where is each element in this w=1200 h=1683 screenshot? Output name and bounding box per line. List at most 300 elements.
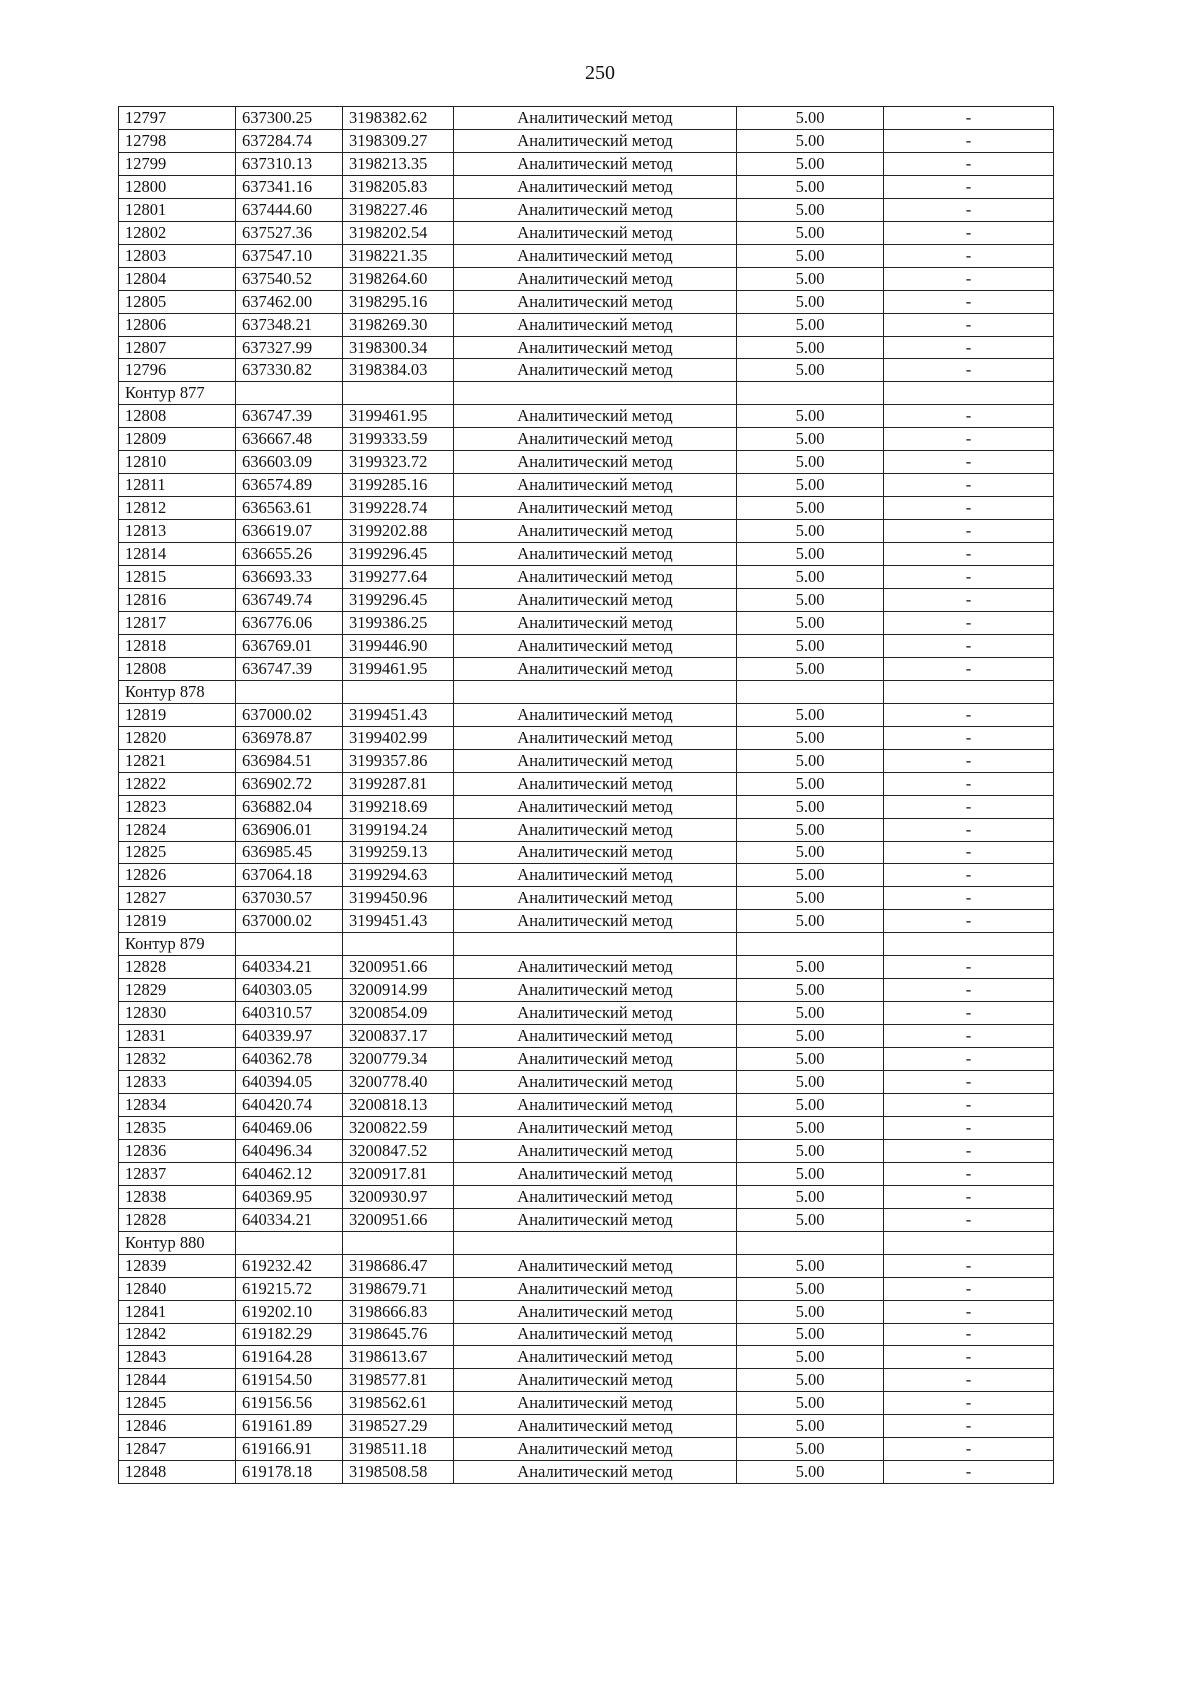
coord-x-cell: 640496.34 (236, 1139, 343, 1162)
accuracy-cell: 5.00 (737, 1346, 884, 1369)
point-number-cell: 12844 (119, 1369, 236, 1392)
coord-x-cell: 637300.25 (236, 107, 343, 130)
accuracy-cell: 5.00 (737, 1438, 884, 1461)
method-cell: Аналитический метод (454, 129, 737, 152)
accuracy-cell: 5.00 (737, 772, 884, 795)
coord-x-cell: 637330.82 (236, 359, 343, 382)
method-cell: Аналитический метод (454, 520, 737, 543)
coord-x-cell: 637348.21 (236, 313, 343, 336)
empty-cell (343, 933, 454, 956)
method-cell: Аналитический метод (454, 1323, 737, 1346)
note-cell: - (884, 175, 1054, 198)
point-number-cell: 12800 (119, 175, 236, 198)
point-number-cell: 12843 (119, 1346, 236, 1369)
note-cell: - (884, 703, 1054, 726)
note-cell: - (884, 1461, 1054, 1484)
note-cell: - (884, 726, 1054, 749)
accuracy-cell: 5.00 (737, 543, 884, 566)
table-row (119, 956, 1054, 979)
method-cell: Аналитический метод (454, 1162, 737, 1185)
point-number-cell: 12796 (119, 359, 236, 382)
coord-y-cell: 3199294.63 (343, 864, 454, 887)
coord-y-cell: 3199451.43 (343, 910, 454, 933)
coord-x-cell: 640394.05 (236, 1071, 343, 1094)
coord-y-cell: 3200818.13 (343, 1093, 454, 1116)
point-number-cell: 12804 (119, 267, 236, 290)
coord-y-cell: 3199333.59 (343, 428, 454, 451)
method-cell: Аналитический метод (454, 795, 737, 818)
empty-cell (454, 382, 737, 405)
empty-cell (454, 1231, 737, 1254)
accuracy-cell: 5.00 (737, 267, 884, 290)
point-number-cell: 12803 (119, 244, 236, 267)
table-row (119, 520, 1054, 543)
note-cell: - (884, 1025, 1054, 1048)
table-row (119, 1139, 1054, 1162)
empty-cell (343, 382, 454, 405)
coord-y-cell: 3198686.47 (343, 1254, 454, 1277)
empty-cell (737, 933, 884, 956)
contour-label: Контур 879 (119, 933, 236, 956)
method-cell: Аналитический метод (454, 1438, 737, 1461)
table-row (119, 474, 1054, 497)
point-number-cell: 12829 (119, 979, 236, 1002)
point-number-cell: 12824 (119, 818, 236, 841)
coord-y-cell: 3199287.81 (343, 772, 454, 795)
note-cell: - (884, 1071, 1054, 1094)
method-cell: Аналитический метод (454, 749, 737, 772)
table-row (119, 1300, 1054, 1323)
note-cell: - (884, 244, 1054, 267)
empty-cell (737, 1231, 884, 1254)
table-row (119, 657, 1054, 680)
point-number-cell: 12828 (119, 956, 236, 979)
point-number-cell: 12833 (119, 1071, 236, 1094)
empty-cell (236, 933, 343, 956)
point-number-cell: 12816 (119, 589, 236, 612)
point-number-cell: 12815 (119, 566, 236, 589)
method-cell: Аналитический метод (454, 841, 737, 864)
coord-x-cell: 637547.10 (236, 244, 343, 267)
accuracy-cell: 5.00 (737, 1369, 884, 1392)
accuracy-cell: 5.00 (737, 1185, 884, 1208)
point-number-cell: 12826 (119, 864, 236, 887)
coord-y-cell: 3200779.34 (343, 1048, 454, 1071)
note-cell: - (884, 657, 1054, 680)
table-row (119, 589, 1054, 612)
accuracy-cell: 5.00 (737, 405, 884, 428)
note-cell: - (884, 1185, 1054, 1208)
coord-x-cell: 619166.91 (236, 1438, 343, 1461)
coord-y-cell: 3199451.43 (343, 703, 454, 726)
point-number-cell: 12799 (119, 152, 236, 175)
table-body (119, 107, 1054, 1484)
accuracy-cell: 5.00 (737, 1323, 884, 1346)
method-cell: Аналитический метод (454, 267, 737, 290)
coord-y-cell: 3200917.81 (343, 1162, 454, 1185)
coord-y-cell: 3199323.72 (343, 451, 454, 474)
coord-y-cell: 3198562.61 (343, 1392, 454, 1415)
method-cell: Аналитический метод (454, 1254, 737, 1277)
method-cell: Аналитический метод (454, 497, 737, 520)
table-row (119, 428, 1054, 451)
accuracy-cell: 5.00 (737, 634, 884, 657)
accuracy-cell: 5.00 (737, 336, 884, 359)
table-row (119, 221, 1054, 244)
note-cell: - (884, 1002, 1054, 1025)
coord-x-cell: 637000.02 (236, 910, 343, 933)
point-number-cell: 12819 (119, 910, 236, 933)
note-cell: - (884, 887, 1054, 910)
note-cell: - (884, 1139, 1054, 1162)
note-cell: - (884, 566, 1054, 589)
accuracy-cell: 5.00 (737, 566, 884, 589)
point-number-cell: 12835 (119, 1116, 236, 1139)
point-number-cell: 12841 (119, 1300, 236, 1323)
coord-y-cell: 3200854.09 (343, 1002, 454, 1025)
point-number-cell: 12798 (119, 129, 236, 152)
note-cell: - (884, 772, 1054, 795)
page-number: 250 (585, 62, 615, 84)
note-cell: - (884, 979, 1054, 1002)
note-cell: - (884, 1369, 1054, 1392)
accuracy-cell: 5.00 (737, 1048, 884, 1071)
accuracy-cell: 5.00 (737, 795, 884, 818)
accuracy-cell: 5.00 (737, 657, 884, 680)
coord-x-cell: 637310.13 (236, 152, 343, 175)
coord-x-cell: 636769.01 (236, 634, 343, 657)
method-cell: Аналитический метод (454, 1116, 737, 1139)
empty-cell (884, 933, 1054, 956)
method-cell: Аналитический метод (454, 1185, 737, 1208)
method-cell: Аналитический метод (454, 198, 737, 221)
coord-x-cell: 619156.56 (236, 1392, 343, 1415)
method-cell: Аналитический метод (454, 290, 737, 313)
coord-x-cell: 619182.29 (236, 1323, 343, 1346)
empty-cell (454, 680, 737, 703)
coord-x-cell: 636693.33 (236, 566, 343, 589)
point-number-cell: 12805 (119, 290, 236, 313)
coord-x-cell: 636984.51 (236, 749, 343, 772)
note-cell: - (884, 428, 1054, 451)
table-row (119, 107, 1054, 130)
coord-y-cell: 3198511.18 (343, 1438, 454, 1461)
coord-y-cell: 3198613.67 (343, 1346, 454, 1369)
table-row (119, 1185, 1054, 1208)
method-cell: Аналитический метод (454, 175, 737, 198)
note-cell: - (884, 1254, 1054, 1277)
coord-x-cell: 637000.02 (236, 703, 343, 726)
coord-y-cell: 3200778.40 (343, 1071, 454, 1094)
method-cell: Аналитический метод (454, 221, 737, 244)
coord-y-cell: 3198666.83 (343, 1300, 454, 1323)
accuracy-cell: 5.00 (737, 887, 884, 910)
table-row (119, 703, 1054, 726)
method-cell: Аналитический метод (454, 589, 737, 612)
note-cell: - (884, 1346, 1054, 1369)
coord-x-cell: 640469.06 (236, 1116, 343, 1139)
table-row (119, 1162, 1054, 1185)
coord-y-cell: 3198205.83 (343, 175, 454, 198)
accuracy-cell: 5.00 (737, 1392, 884, 1415)
method-cell: Аналитический метод (454, 1025, 737, 1048)
accuracy-cell: 5.00 (737, 1093, 884, 1116)
table-row (119, 1461, 1054, 1484)
coord-x-cell: 619154.50 (236, 1369, 343, 1392)
method-cell: Аналитический метод (454, 244, 737, 267)
contour-header-row (119, 933, 1054, 956)
coord-x-cell: 619164.28 (236, 1346, 343, 1369)
method-cell: Аналитический метод (454, 474, 737, 497)
coord-y-cell: 3198221.35 (343, 244, 454, 267)
method-cell: Аналитический метод (454, 1415, 737, 1438)
coord-x-cell: 637444.60 (236, 198, 343, 221)
note-cell: - (884, 611, 1054, 634)
accuracy-cell: 5.00 (737, 1002, 884, 1025)
table-row (119, 566, 1054, 589)
note-cell: - (884, 267, 1054, 290)
accuracy-cell: 5.00 (737, 979, 884, 1002)
method-cell: Аналитический метод (454, 887, 737, 910)
coord-y-cell: 3198384.03 (343, 359, 454, 382)
coord-y-cell: 3198213.35 (343, 152, 454, 175)
note-cell: - (884, 107, 1054, 130)
empty-cell (343, 680, 454, 703)
table-row (119, 841, 1054, 864)
empty-cell (737, 382, 884, 405)
point-number-cell: 12839 (119, 1254, 236, 1277)
method-cell: Аналитический метод (454, 910, 737, 933)
point-number-cell: 12848 (119, 1461, 236, 1484)
contour-header-row (119, 680, 1054, 703)
table-row (119, 1323, 1054, 1346)
table-row (119, 1048, 1054, 1071)
method-cell: Аналитический метод (454, 1002, 737, 1025)
empty-cell (236, 680, 343, 703)
contour-header-row (119, 382, 1054, 405)
accuracy-cell: 5.00 (737, 428, 884, 451)
method-cell: Аналитический метод (454, 726, 737, 749)
table-row (119, 290, 1054, 313)
note-cell: - (884, 221, 1054, 244)
point-number-cell: 12827 (119, 887, 236, 910)
method-cell: Аналитический метод (454, 1048, 737, 1071)
point-number-cell: 12832 (119, 1048, 236, 1071)
note-cell: - (884, 543, 1054, 566)
coord-x-cell: 636574.89 (236, 474, 343, 497)
coord-x-cell: 636747.39 (236, 657, 343, 680)
method-cell: Аналитический метод (454, 657, 737, 680)
table-row (119, 1277, 1054, 1300)
table-row (119, 1392, 1054, 1415)
accuracy-cell: 5.00 (737, 1162, 884, 1185)
accuracy-cell: 5.00 (737, 129, 884, 152)
method-cell: Аналитический метод (454, 1139, 737, 1162)
accuracy-cell: 5.00 (737, 313, 884, 336)
coord-y-cell: 3199228.74 (343, 497, 454, 520)
point-number-cell: 12808 (119, 405, 236, 428)
coord-x-cell: 619232.42 (236, 1254, 343, 1277)
coord-y-cell: 3199402.99 (343, 726, 454, 749)
coord-y-cell: 3199450.96 (343, 887, 454, 910)
method-cell: Аналитический метод (454, 1346, 737, 1369)
coord-y-cell: 3200951.66 (343, 956, 454, 979)
method-cell: Аналитический метод (454, 152, 737, 175)
point-number-cell: 12813 (119, 520, 236, 543)
coord-y-cell: 3198645.76 (343, 1323, 454, 1346)
coord-y-cell: 3199446.90 (343, 634, 454, 657)
point-number-cell: 12809 (119, 428, 236, 451)
coord-x-cell: 640369.95 (236, 1185, 343, 1208)
point-number-cell: 12821 (119, 749, 236, 772)
table-row (119, 887, 1054, 910)
table-row (119, 152, 1054, 175)
method-cell: Аналитический метод (454, 1369, 737, 1392)
table-row (119, 267, 1054, 290)
contour-label: Контур 877 (119, 382, 236, 405)
point-number-cell: 12847 (119, 1438, 236, 1461)
accuracy-cell: 5.00 (737, 1025, 884, 1048)
coord-x-cell: 640303.05 (236, 979, 343, 1002)
coord-x-cell: 636776.06 (236, 611, 343, 634)
table-row (119, 864, 1054, 887)
coord-x-cell: 619202.10 (236, 1300, 343, 1323)
empty-cell (737, 680, 884, 703)
coord-x-cell: 636667.48 (236, 428, 343, 451)
table-row (119, 818, 1054, 841)
point-number-cell: 12831 (119, 1025, 236, 1048)
accuracy-cell: 5.00 (737, 864, 884, 887)
note-cell: - (884, 313, 1054, 336)
note-cell: - (884, 497, 1054, 520)
method-cell: Аналитический метод (454, 1277, 737, 1300)
point-number-cell: 12801 (119, 198, 236, 221)
coord-x-cell: 636603.09 (236, 451, 343, 474)
note-cell: - (884, 1048, 1054, 1071)
table-row (119, 795, 1054, 818)
table-row (119, 1254, 1054, 1277)
method-cell: Аналитический метод (454, 107, 737, 130)
empty-cell (236, 382, 343, 405)
note-cell: - (884, 520, 1054, 543)
accuracy-cell: 5.00 (737, 497, 884, 520)
point-number-cell: 12838 (119, 1185, 236, 1208)
point-number-cell: 12820 (119, 726, 236, 749)
coord-y-cell: 3198264.60 (343, 267, 454, 290)
coord-x-cell: 636882.04 (236, 795, 343, 818)
accuracy-cell: 5.00 (737, 175, 884, 198)
point-number-cell: 12802 (119, 221, 236, 244)
note-cell: - (884, 129, 1054, 152)
note-cell: - (884, 336, 1054, 359)
note-cell: - (884, 864, 1054, 887)
empty-cell (884, 382, 1054, 405)
point-number-cell: 12812 (119, 497, 236, 520)
note-cell: - (884, 198, 1054, 221)
table-row (119, 1093, 1054, 1116)
accuracy-cell: 5.00 (737, 152, 884, 175)
accuracy-cell: 5.00 (737, 1208, 884, 1231)
contour-header-row (119, 1231, 1054, 1254)
note-cell: - (884, 359, 1054, 382)
table-row (119, 497, 1054, 520)
accuracy-cell: 5.00 (737, 244, 884, 267)
table-row (119, 1116, 1054, 1139)
point-number-cell: 12825 (119, 841, 236, 864)
table-row (119, 1025, 1054, 1048)
method-cell: Аналитический метод (454, 1208, 737, 1231)
coord-y-cell: 3200951.66 (343, 1208, 454, 1231)
coord-x-cell: 636747.39 (236, 405, 343, 428)
accuracy-cell: 5.00 (737, 474, 884, 497)
table-row (119, 1438, 1054, 1461)
coord-y-cell: 3199259.13 (343, 841, 454, 864)
point-number-cell: 12834 (119, 1093, 236, 1116)
accuracy-cell: 5.00 (737, 841, 884, 864)
point-number-cell: 12830 (119, 1002, 236, 1025)
accuracy-cell: 5.00 (737, 1277, 884, 1300)
note-cell: - (884, 1392, 1054, 1415)
coord-y-cell: 3199277.64 (343, 566, 454, 589)
point-number-cell: 12842 (119, 1323, 236, 1346)
coord-x-cell: 640420.74 (236, 1093, 343, 1116)
coord-x-cell: 636563.61 (236, 497, 343, 520)
table-row (119, 910, 1054, 933)
coord-x-cell: 640334.21 (236, 1208, 343, 1231)
coord-x-cell: 637030.57 (236, 887, 343, 910)
point-number-cell: 12814 (119, 543, 236, 566)
note-cell: - (884, 589, 1054, 612)
method-cell: Аналитический метод (454, 336, 737, 359)
method-cell: Аналитический метод (454, 1071, 737, 1094)
note-cell: - (884, 152, 1054, 175)
method-cell: Аналитический метод (454, 1300, 737, 1323)
accuracy-cell: 5.00 (737, 703, 884, 726)
coord-x-cell: 619215.72 (236, 1277, 343, 1300)
table-row (119, 1369, 1054, 1392)
note-cell: - (884, 1277, 1054, 1300)
accuracy-cell: 5.00 (737, 1300, 884, 1323)
point-number-cell: 12823 (119, 795, 236, 818)
coord-y-cell: 3199296.45 (343, 543, 454, 566)
method-cell: Аналитический метод (454, 956, 737, 979)
note-cell: - (884, 1323, 1054, 1346)
coord-y-cell: 3198309.27 (343, 129, 454, 152)
point-number-cell: 12828 (119, 1208, 236, 1231)
coord-x-cell: 640339.97 (236, 1025, 343, 1048)
method-cell: Аналитический метод (454, 543, 737, 566)
point-number-cell: 12819 (119, 703, 236, 726)
table-row (119, 772, 1054, 795)
empty-cell (884, 1231, 1054, 1254)
note-cell: - (884, 1162, 1054, 1185)
accuracy-cell: 5.00 (737, 1139, 884, 1162)
coord-x-cell: 636906.01 (236, 818, 343, 841)
point-number-cell: 12807 (119, 336, 236, 359)
method-cell: Аналитический метод (454, 864, 737, 887)
note-cell: - (884, 1116, 1054, 1139)
note-cell: - (884, 1208, 1054, 1231)
note-cell: - (884, 818, 1054, 841)
method-cell: Аналитический метод (454, 818, 737, 841)
method-cell: Аналитический метод (454, 703, 737, 726)
coord-y-cell: 3198300.34 (343, 336, 454, 359)
empty-cell (884, 680, 1054, 703)
coord-x-cell: 619178.18 (236, 1461, 343, 1484)
note-cell: - (884, 1438, 1054, 1461)
accuracy-cell: 5.00 (737, 726, 884, 749)
point-number-cell: 12811 (119, 474, 236, 497)
